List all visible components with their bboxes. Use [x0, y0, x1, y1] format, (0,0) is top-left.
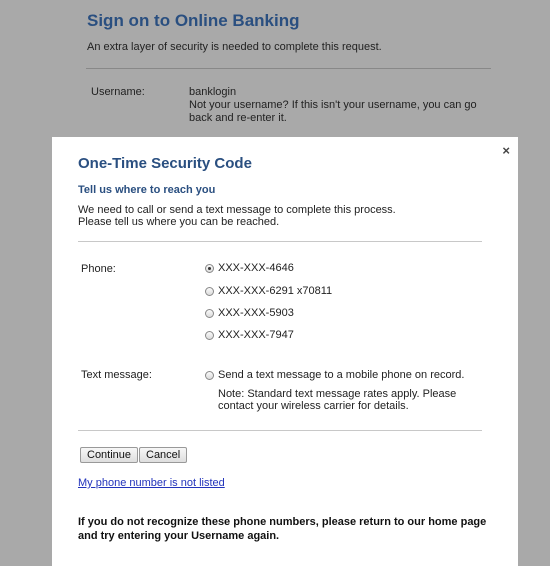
bottom-line-2: and try entering your Username again. — [78, 530, 280, 542]
divider — [78, 430, 482, 431]
security-code-dialog — [52, 137, 518, 566]
bottom-line-1: If you do not recognize these phone numbers, please return to our home page — [78, 516, 487, 528]
unrecognized-numbers-message — [78, 515, 488, 543]
phone-option-label: XXX-XXX-5903 — [218, 307, 294, 319]
phone-option-label: XXX-XXX-6291 x70811 — [218, 285, 333, 297]
phone-option-1[interactable] — [205, 262, 294, 274]
intro-line-1: We need to call or send a text message to complete this process. — [78, 204, 396, 216]
intro-line-2: Please tell us where you can be reached. — [78, 216, 280, 228]
note-line-1: Note: Standard text message rates apply. Please — [218, 388, 457, 400]
username-label: Username: — [91, 86, 145, 98]
note-line-2: contact your wireless carrier for details. — [218, 400, 409, 412]
divider — [86, 68, 491, 69]
rates-note — [218, 388, 478, 412]
cancel-button[interactable]: Cancel — [139, 447, 187, 463]
text-message-option-label: Send a text message to a mobile phone on record. — [218, 369, 465, 381]
phone-option-4[interactable] — [205, 329, 294, 341]
radio-button[interactable] — [205, 309, 214, 318]
phone-option-label: XXX-XXX-4646 — [218, 262, 294, 274]
phone-option-2[interactable] — [205, 285, 332, 297]
dialog-subtitle: Tell us where to reach you — [78, 184, 216, 196]
page-title: Sign on to Online Banking — [87, 11, 300, 30]
phone-not-listed-link[interactable]: My phone number is not listed — [78, 477, 225, 489]
page-subtitle: An extra layer of security is needed to complete this request. — [87, 41, 382, 53]
phone-option-3[interactable] — [205, 307, 294, 319]
radio-button[interactable] — [205, 331, 214, 340]
divider — [78, 241, 482, 242]
dialog-intro — [78, 204, 478, 228]
text-message-option[interactable] — [205, 369, 464, 381]
username-note: Not your username? If this isn't your username, you can go back and re-enter it. — [189, 99, 477, 124]
radio-button[interactable] — [205, 371, 214, 380]
phone-label: Phone: — [81, 263, 116, 275]
radio-button[interactable] — [205, 287, 214, 296]
phone-option-label: XXX-XXX-7947 — [218, 329, 294, 341]
text-message-label: Text message: — [81, 369, 152, 381]
dialog-title: One-Time Security Code — [78, 155, 252, 172]
username-info — [189, 86, 479, 125]
radio-button[interactable] — [205, 264, 214, 273]
continue-button[interactable]: Continue — [80, 447, 138, 463]
username-value: banklogin — [189, 86, 237, 98]
close-icon[interactable]: × — [502, 143, 510, 158]
